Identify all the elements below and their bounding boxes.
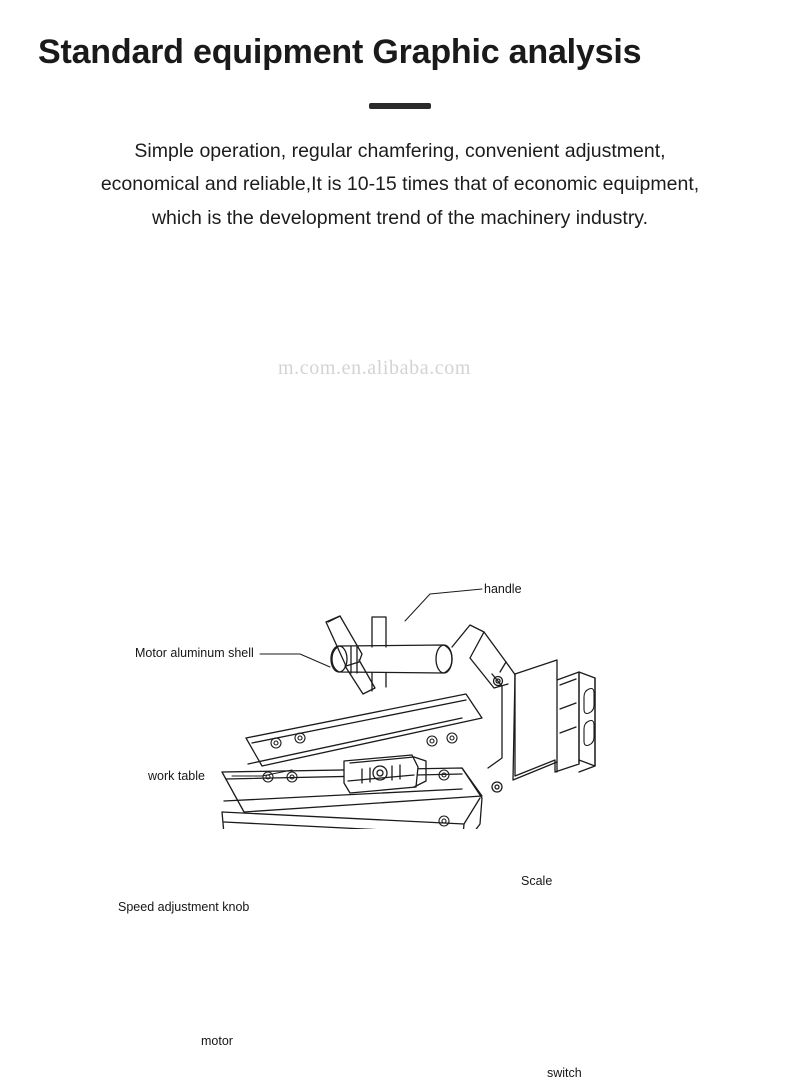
- intro-paragraph: [20, 135, 780, 236]
- callout-label-motor-aluminum-shell: Motor aluminum shell: [135, 646, 254, 661]
- callout-label-switch: switch: [547, 1066, 582, 1080]
- callout-label-scale: Scale: [521, 874, 553, 889]
- callout-label-work-table: work table: [148, 769, 205, 784]
- page-title: Standard equipment Graphic analysis: [38, 33, 642, 71]
- intro-line-3: which is the development trend of the machinery industry.: [151, 206, 649, 229]
- watermark-text: m.com.en.alibaba.com: [278, 357, 472, 380]
- title-divider: [369, 103, 431, 109]
- machine-diagram: [0, 249, 800, 1080]
- callout-label-handle: handle: [484, 582, 522, 597]
- machine-line-drawing: [0, 249, 800, 829]
- intro-line-1: Simple operation, regular chamfering, convenient adjustment,: [134, 139, 666, 162]
- callout-label-motor: motor: [201, 1034, 233, 1049]
- intro-line-2: economical and reliable,It is 10-15 times that of economic equipment,: [100, 173, 700, 196]
- callout-label-speed-adjustment-knob: Speed adjustment knob: [118, 900, 250, 915]
